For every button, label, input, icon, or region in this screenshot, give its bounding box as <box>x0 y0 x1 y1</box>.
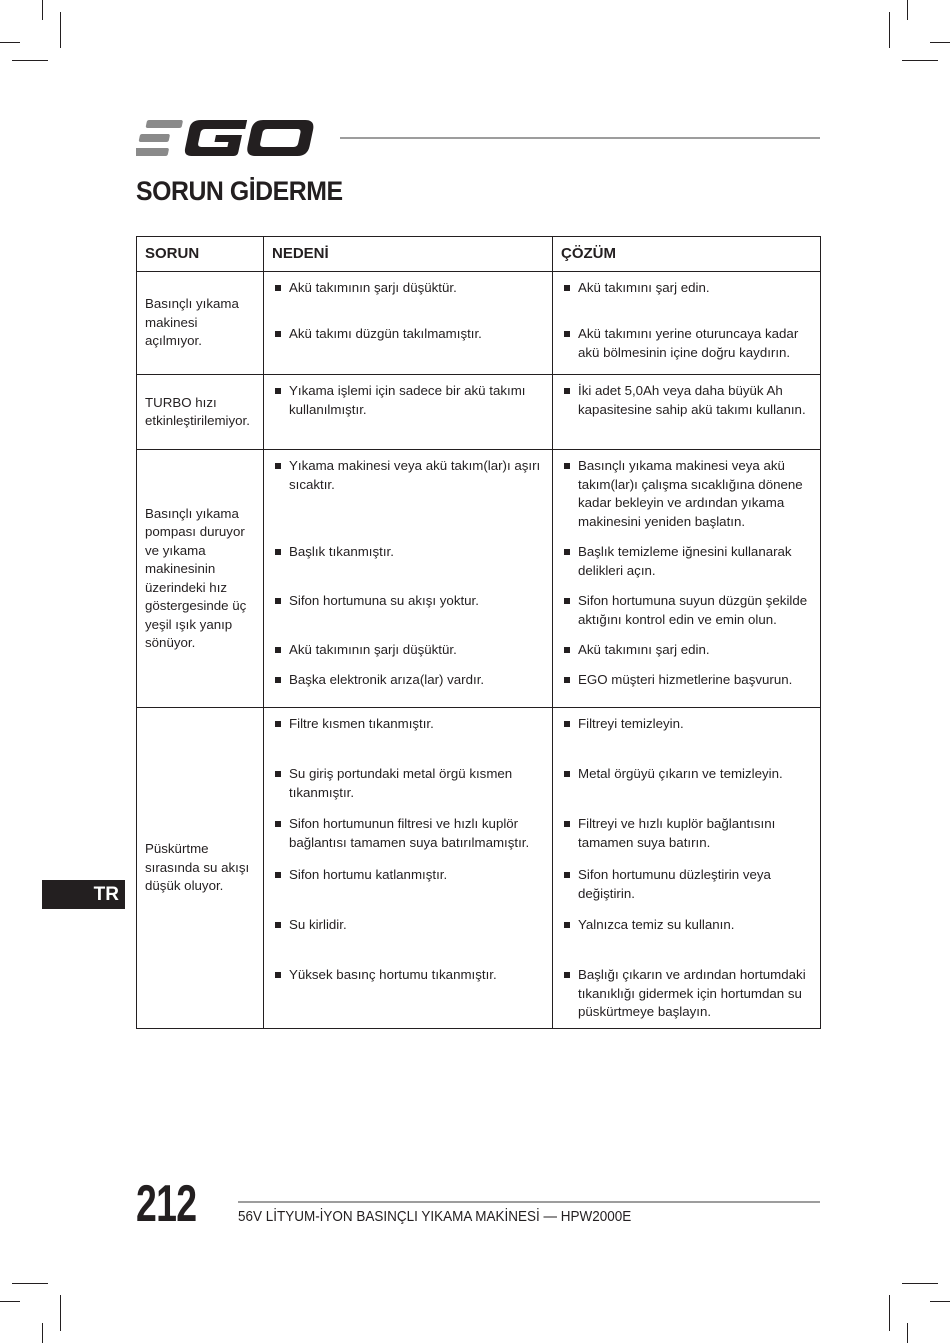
crop-mark <box>12 60 48 61</box>
crop-mark <box>42 1323 43 1343</box>
solution-cell <box>553 708 821 1029</box>
list-item: Akü takımının şarjı düşüktür. <box>275 279 542 298</box>
bullet-icon <box>275 972 281 978</box>
list-item: Akü takımını yerine oturuncaya kadar akü bölmesinin içine doğru kaydırın. <box>564 325 810 362</box>
list-item: Başlık tıkanmıştır. <box>275 543 542 562</box>
language-tab: TR <box>42 880 125 909</box>
bullet-icon <box>275 922 281 928</box>
list-item: Sifon hortumuna su akışı yoktur. <box>275 592 542 611</box>
problem-cell: TURBO hızı etkinleştirilemiyor. <box>137 375 264 450</box>
list-item: Başka elektronik arıza(lar) vardır. <box>275 671 542 690</box>
crop-mark <box>60 12 61 48</box>
list-item: Filtreyi temizleyin. <box>564 715 810 734</box>
list-item: Basınçlı yıkama makinesi veya akü takım(lar)ı çalışma sıcaklığına dönene kadar bekleyin ve ardından yıkama makinesini yeniden başlatın. <box>564 457 810 531</box>
list-item: Başlık temizleme iğnesini kullanarak delikleri açın. <box>564 543 810 580</box>
crop-mark <box>889 1295 890 1331</box>
crop-mark <box>42 0 43 20</box>
cause-cell <box>264 450 553 708</box>
bullet-icon <box>275 677 281 683</box>
bullet-icon <box>564 598 570 604</box>
bullet-icon <box>564 677 570 683</box>
crop-mark <box>60 1295 61 1331</box>
crop-mark <box>907 0 908 20</box>
bullet-icon <box>564 285 570 291</box>
list-item: Su kirlidir. <box>275 916 542 935</box>
footer-rule <box>238 1201 820 1203</box>
troubleshooting-table <box>136 236 821 1029</box>
bullet-icon <box>275 388 281 394</box>
bullet-icon <box>275 331 281 337</box>
bullet-icon <box>564 821 570 827</box>
bullet-icon <box>275 872 281 878</box>
bullet-icon <box>564 771 570 777</box>
crop-mark <box>0 42 20 43</box>
list-item: Metal örgüyü çıkarın ve temizleyin. <box>564 765 810 784</box>
list-item: Yıkama işlemi için sadece bir akü takımı kullanılmıştır. <box>275 382 542 419</box>
table-row <box>137 450 821 708</box>
crop-mark <box>930 42 950 43</box>
crop-mark <box>902 1283 938 1284</box>
footer-title: 56V LİTYUM-İYON BASINÇLI YIKAMA MAKİNESİ — HPW2000E <box>238 1209 632 1225</box>
bullet-icon <box>564 922 570 928</box>
crop-mark <box>889 12 890 48</box>
list-item: EGO müşteri hizmetlerine başvurun. <box>564 671 810 690</box>
list-item: Filtre kısmen tıkanmıştır. <box>275 715 542 734</box>
list-item: Filtreyi ve hızlı kuplör bağlantısını tamamen suya batırın. <box>564 815 810 852</box>
list-item: Sifon hortumu katlanmıştır. <box>275 866 542 885</box>
list-item: Su giriş portundaki metal örgü kısmen tıkanmıştır. <box>275 765 542 802</box>
list-item: Yalnızca temiz su kullanın. <box>564 916 810 935</box>
list-item: Akü takımının şarjı düşüktür. <box>275 641 542 660</box>
bullet-icon <box>275 821 281 827</box>
bullet-icon <box>564 972 570 978</box>
bullet-icon <box>564 721 570 727</box>
table-row <box>137 708 821 1029</box>
bullet-icon <box>275 549 281 555</box>
table-header-row <box>137 237 821 272</box>
crop-mark <box>12 1283 48 1284</box>
page-title: SORUN GİDERME <box>136 176 343 206</box>
list-item: Akü takımını şarj edin. <box>564 641 810 660</box>
column-header-cause: NEDENİ <box>264 237 553 272</box>
crop-mark <box>930 1301 950 1302</box>
solution-cell <box>553 272 821 375</box>
problem-cell: Püskürtme sırasında su akışı düşük oluyor. <box>137 708 264 1029</box>
list-item: Başlığı çıkarın ve ardından hortumdaki tıkanıklığı gidermek için hortumdan su püskürtmeye başlayın. <box>564 966 810 1022</box>
table-row <box>137 272 821 375</box>
cause-cell <box>264 375 553 450</box>
bullet-icon <box>564 331 570 337</box>
crop-mark <box>907 1323 908 1343</box>
list-item: İki adet 5,0Ah veya daha büyük Ah kapasitesine sahip akü takımı kullanın. <box>564 382 810 419</box>
list-item: Yüksek basınç hortumu tıkanmıştır. <box>275 966 542 985</box>
ego-logo <box>136 116 321 160</box>
bullet-icon <box>275 647 281 653</box>
crop-mark <box>902 60 938 61</box>
list-item: Akü takımı düzgün takılmamıştır. <box>275 325 542 344</box>
bullet-icon <box>564 647 570 653</box>
list-item: Sifon hortumunun filtresi ve hızlı kuplör bağlantısı tamamen suya batırılmamıştır. <box>275 815 542 852</box>
bullet-icon <box>564 872 570 878</box>
column-header-solution: ÇÖZÜM <box>553 237 821 272</box>
list-item: Sifon hortumunu düzleştirin veya değiştirin. <box>564 866 810 903</box>
bullet-icon <box>275 771 281 777</box>
cause-cell <box>264 272 553 375</box>
bullet-icon <box>275 598 281 604</box>
problem-cell: Basınçlı yıkama makinesi açılmıyor. <box>137 272 264 375</box>
bullet-icon <box>564 463 570 469</box>
bullet-icon <box>564 549 570 555</box>
bullet-icon <box>564 388 570 394</box>
column-header-problem: SORUN <box>137 237 264 272</box>
problem-cell: Basınçlı yıkama pompası duruyor ve yıkama makinesinin üzerindeki hız göstergesinde üç yeşil ışık yanıp sönüyor. <box>137 450 264 708</box>
page-number: 212 <box>136 1175 197 1233</box>
solution-cell <box>553 375 821 450</box>
bullet-icon <box>275 721 281 727</box>
list-item: Sifon hortumuna suyun düzgün şekilde aktığını kontrol edin ve emin olun. <box>564 592 810 629</box>
crop-mark <box>0 1301 20 1302</box>
list-item: Yıkama makinesi veya akü takım(lar)ı aşırı sıcaktır. <box>275 457 542 494</box>
bullet-icon <box>275 463 281 469</box>
solution-cell <box>553 450 821 708</box>
bullet-icon <box>275 285 281 291</box>
header-rule <box>340 137 820 139</box>
table-row <box>137 375 821 450</box>
list-item: Akü takımını şarj edin. <box>564 279 810 298</box>
cause-cell <box>264 708 553 1029</box>
